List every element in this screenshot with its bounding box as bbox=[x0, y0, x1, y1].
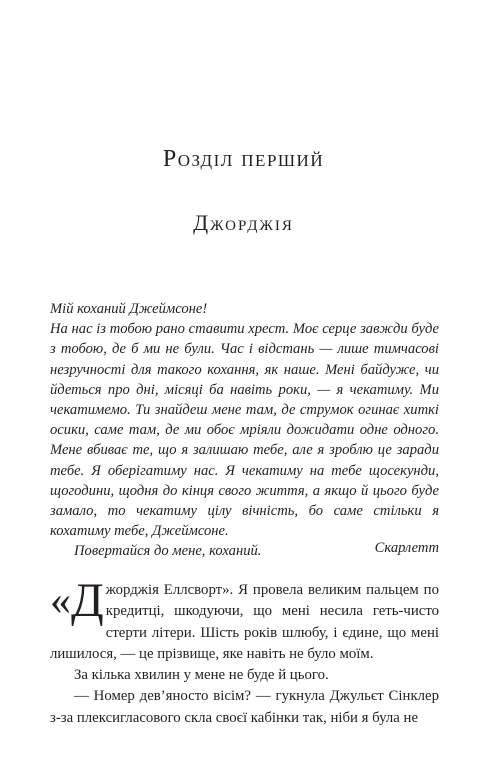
story-paragraph-1 bbox=[50, 574, 439, 665]
story-text bbox=[50, 574, 439, 729]
drop-cap-letter: Д bbox=[71, 574, 104, 627]
letter-block bbox=[50, 299, 439, 562]
letter-salutation: Мій коханий Джеймсоне! bbox=[50, 301, 208, 317]
chapter-title: Розділ перший bbox=[162, 146, 325, 172]
section-title: Джорджія bbox=[193, 210, 294, 235]
story-paragraph-3: — Номер дев’яносто вісім? — гукнула Джульєт Сінклер з-за плексигласового скла своєї кабінки так, ніби я була не bbox=[50, 688, 439, 726]
story-paragraph-2: За кілька хвилин у мене не буде й цього. bbox=[74, 667, 329, 684]
letter-signature: Скарлетт bbox=[374, 540, 439, 556]
letter-body: На нас із тобою рано ставити хрест. Моє серце завжди буде з тобою, де б ми не були. Час і відстань — лише тимчасові незручності для такого кохання, як наше. Мені байдуже, чи йдеться про дні, місяці ба навіть роки, — я чекатиму. Ми чекатимемо. Ти знайдеш мене там, де струмок огинає хиткі осики, саме там, де ми обоє мріяли дожидати одне одного. Мене вбиває те, що я залишаю тебе, але я зроблю це заради тебе. Я оберігатиму нас. Я чекатиму на тебе щосекунди, щогодини, щодня до кінця свого життя, а якщо й цього буде замало, то чекатиму цілу вічність, бо саме стільки я кохатиму тебе, Джеймсоне. bbox=[50, 321, 439, 540]
story-paragraph-1-text: жорджія Еллсворт». Я провела великим пальцем по кредитці, шкодуючи, що мені несила геть-чисто стерти літери. Шість років шлюбу, і єдине, що мені лишилося, — це прізвище, яке навіть не було моїм. bbox=[50, 582, 439, 662]
drop-cap bbox=[50, 574, 104, 627]
opening-quote-mark: « bbox=[50, 578, 71, 624]
letter-closing: Повертайся до мене, коханий. bbox=[74, 543, 262, 560]
